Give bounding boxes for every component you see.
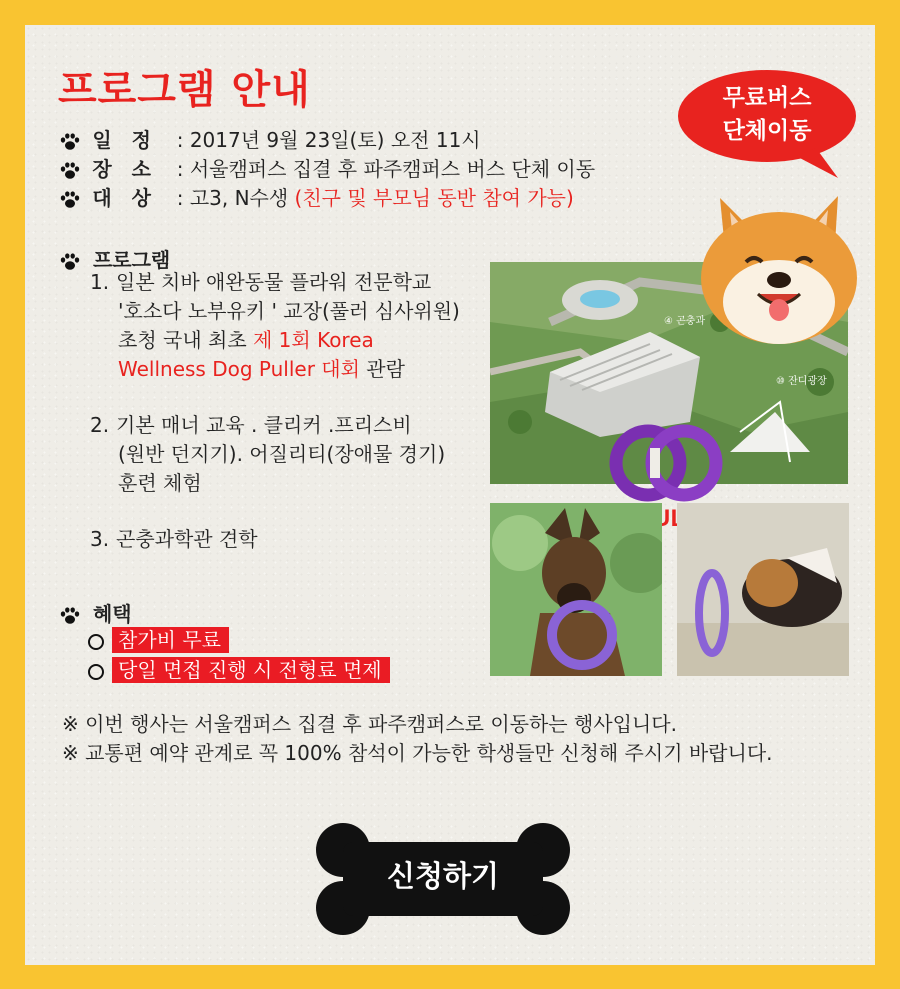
apply-button-label: 신청하기 — [386, 859, 500, 893]
map-label: ⑩ 잔디광장 — [776, 376, 827, 387]
apply-button[interactable] — [313, 820, 573, 938]
info-value: 2017년 9월 23일(토) 오전 11시 — [189, 128, 481, 152]
bubble-line: 단체이동 — [722, 118, 812, 144]
page-title: 프로그램 안내 — [58, 67, 311, 113]
notice-line: ※ 교통편 예약 관계로 꼭 100% 참석이 가능한 학생들만 신청해 주시기 바랍니다. — [62, 741, 773, 765]
circle-bullet-icon — [88, 634, 104, 650]
notice — [62, 710, 802, 768]
dog-photo-2 — [677, 503, 849, 676]
program-item: 1. 일본 치바 애완동물 플라워 전문학교 '호소다 노부유키 ' 교장(풀러 심사위원) 초청 국내 최초 제 1회 Korea Wellness Dog Puller 대회 관람 — [90, 270, 460, 381]
free-bus-bubble — [676, 68, 858, 178]
info-label: 대 상 — [92, 186, 151, 210]
shiba-dog-icon — [698, 190, 860, 348]
benefits-heading — [60, 598, 132, 627]
dog-puller-logo-icon — [606, 422, 726, 504]
map-label: ④ 곤충과 — [664, 316, 706, 327]
info-label: 일 정 — [92, 128, 151, 152]
bubble-line: 무료버스 — [722, 85, 812, 111]
info-value: 고3, N수생 — [189, 186, 289, 210]
program-list — [90, 268, 490, 581]
event-info — [60, 126, 595, 213]
dog-photo-1 — [490, 503, 662, 676]
info-place: 장 소 : 서울캠퍼스 집결 후 파주캠퍼스 버스 단체 이동 — [60, 155, 595, 184]
paw-icon — [60, 191, 80, 209]
benefits-heading-label: 혜택 — [92, 602, 132, 626]
circle-bullet-icon — [88, 664, 104, 680]
program-heading-label: 프로그램 — [92, 248, 171, 272]
benefit-item: 당일 면접 진행 시 전형료 면제 — [88, 656, 390, 686]
paw-icon — [60, 607, 80, 625]
benefits-list — [88, 626, 390, 686]
paw-icon — [60, 253, 80, 271]
paw-icon — [60, 133, 80, 151]
program-item: 3. 곤충과학관 견학 — [90, 527, 258, 551]
paw-icon — [60, 162, 80, 180]
notice-line: ※ 이번 행사는 서울캠퍼스 집결 후 파주캠퍼스로 이동하는 행사입니다. — [62, 712, 677, 736]
info-value: 서울캠퍼스 집결 후 파주캠퍼스 버스 단체 이동 — [189, 157, 596, 181]
info-label: 장 소 — [92, 157, 151, 181]
program-item: 2. 기본 매너 교육 . 클리커 .프리스비 (원반 던지기). 어질리티(장애물 경기) 훈련 체험 — [90, 413, 446, 495]
benefit-item: 참가비 무료 — [88, 626, 390, 656]
info-target: 대 상 : 고3, N수생 (친구 및 부모님 동반 참여 가능) — [60, 184, 595, 213]
info-extra: (친구 및 부모님 동반 참여 가능) — [294, 186, 574, 210]
info-date: 일 정 : 2017년 9월 23일(토) 오전 11시 — [60, 126, 595, 155]
